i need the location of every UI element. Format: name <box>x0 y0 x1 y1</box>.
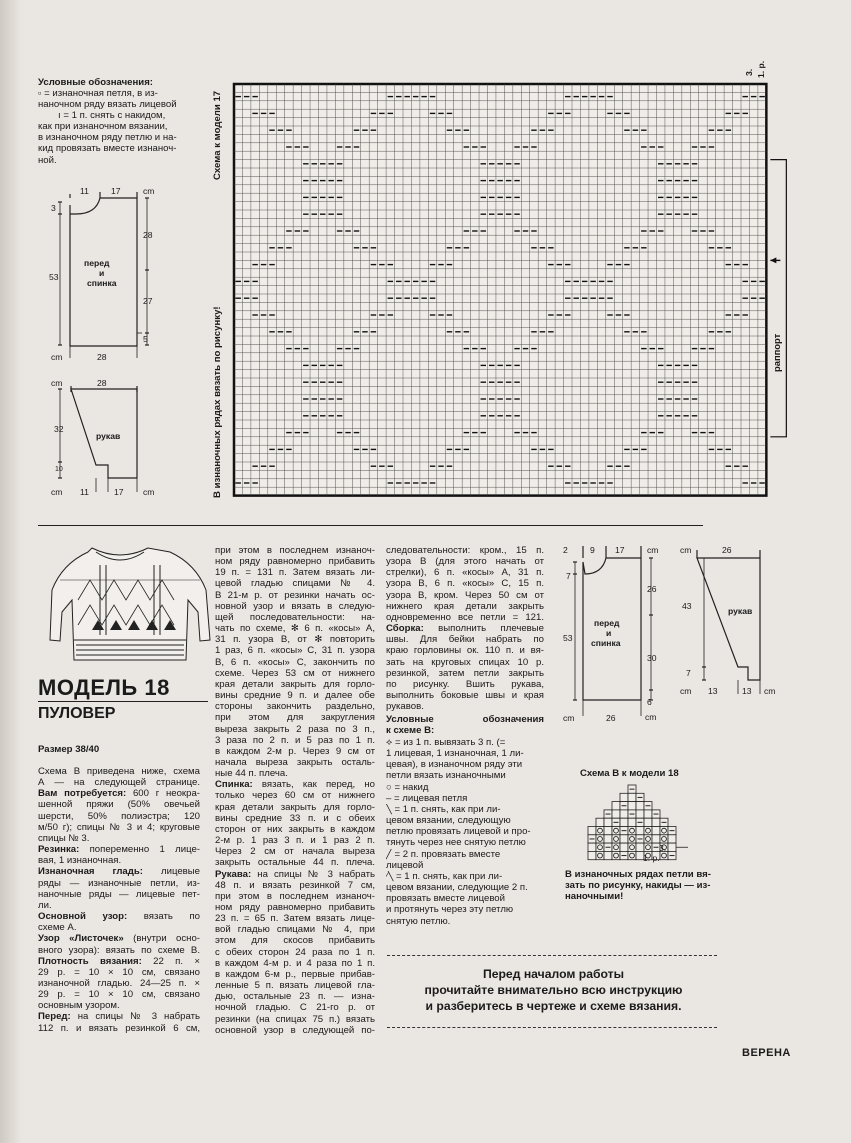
chart17-rapport: раппорт <box>771 333 782 372</box>
sleeve-label: рукав <box>96 431 121 441</box>
text-line: узора В, кром. Через 50 см от <box>386 589 544 601</box>
legend-title: Условные обозначения: <box>38 77 153 88</box>
text-line: только через 60 см от нижнего <box>215 790 375 802</box>
text-line: нижнего края детали закрыть <box>386 600 544 612</box>
text-line: 112 п. и вязать резинкой 6 см, <box>38 1022 200 1034</box>
chartB-cell <box>596 818 604 826</box>
dim18-right-unit: cm <box>645 712 657 722</box>
notice-top-rule <box>387 955 717 956</box>
text-line: Спинка: вязать, как перед, но <box>215 779 375 791</box>
chartB-note-line: В изнаночных рядах петли вя- <box>565 869 711 880</box>
text-line: цевой гладью спицами № 4. <box>215 578 375 590</box>
chartB-cell <box>620 810 628 818</box>
chart17-side-note: В изнаночных рядах вязать по рисунку! <box>212 306 223 498</box>
chartB-cell <box>652 827 660 835</box>
text-line: А — на следующей странице. <box>38 777 200 789</box>
legend-item: ╱ = 2 п. провязать вместе <box>386 848 501 860</box>
text-line: при этом для закругления <box>215 712 375 724</box>
text-line: по рисунку. Вшить рукава, <box>386 678 544 690</box>
text-line: вины средние 33 п. и с обеих <box>215 812 375 824</box>
text-line: чать по схеме, ✻ 6 п. «косы» А, <box>215 623 375 635</box>
text-line: сторон от них закрыть в каждом <box>215 823 375 835</box>
chartB-cell <box>604 818 612 826</box>
chartB-cell <box>620 843 628 851</box>
dim-bottom-unit: cm <box>51 352 63 362</box>
text-line: 23 п. = 65 п. Затем вязать лице- <box>215 913 375 925</box>
dim18-sleeve-rib: 7 <box>686 668 691 678</box>
text-line: вного узора): вязать по схеме В. <box>38 944 200 956</box>
legend-line: ı = 1 п. снять с накидом, <box>58 110 166 122</box>
dim18-top-unit: cm <box>647 545 659 555</box>
legend-line: ▫ = изнаночная петля, в из- <box>38 88 158 99</box>
text-line: дью, остальные 23 п. — изна- <box>215 991 375 1003</box>
legend-line: как при изнаночном вязании, <box>38 121 168 133</box>
legend-item: и протянуть через эту петлю <box>386 904 514 916</box>
text-line: 3 раза по 2 п. и 5 раз по 1 п. <box>215 734 375 746</box>
dim18-bottom-unit: cm <box>563 713 575 723</box>
text-line: м/50 г); спицы № 3 и 4; круговые <box>38 821 200 833</box>
text-line: зать на круговых спицах 10 р. <box>386 656 544 668</box>
dim18-bottom-width: 26 <box>606 713 616 723</box>
text-line: Резинка: попеременно 1 лице- <box>38 844 200 856</box>
model-subtitle: ПУЛОВЕР <box>38 705 116 722</box>
chartB-cell <box>628 793 636 801</box>
chart17-row1: 1. р. <box>756 60 766 78</box>
dim-right-rib: 5 <box>143 334 148 344</box>
text-line: Перед: на спицы № 3 набрать <box>38 1011 200 1023</box>
dim18-sleeve-length: 43 <box>682 601 692 611</box>
dim-right-lower: 27 <box>143 296 153 306</box>
dim18-sleeve-top-width: 26 <box>722 545 732 555</box>
dim18-right-lower: 30 <box>647 653 657 663</box>
text-line: краю горловины ок. 110 п. и вя- <box>386 645 544 657</box>
chartB-cell <box>644 818 652 826</box>
text-line: Основной узор: вязать по <box>38 911 200 923</box>
text-line: ном ряду равномерно прибавить <box>215 556 375 568</box>
notice-line: и разберитесь в чертеже и схеме вязания. <box>425 999 682 1013</box>
chartB-cell <box>668 835 676 843</box>
text-line: закрыть остальные 44 п. плеча. <box>215 857 375 869</box>
chartB-cell <box>636 810 644 818</box>
text-line: шерсти, 50% полиэстра; 120 <box>38 810 200 822</box>
chartB-cell <box>604 851 612 859</box>
text-line: этом для скосов прибавить <box>215 935 375 947</box>
dim18-sleeve-bottom-b: 13 <box>742 686 752 696</box>
text-line: Изнаночная гладь: лицевые <box>38 866 200 878</box>
text-line: основной узор в следующей по- <box>215 1024 375 1036</box>
notice-bottom-rule <box>387 1027 717 1028</box>
front18-label: перед <box>594 618 620 628</box>
chartB-cell <box>588 851 596 859</box>
text-line: резинкой, затем петли закрыть <box>386 667 544 679</box>
legend-line: наночном ряду вязать лицевой <box>38 99 177 111</box>
text-line: выполнить боковые швы и края <box>386 690 544 702</box>
chartB-note-line: зать по рисунку, накиды — из- <box>565 880 711 892</box>
dim-sleeve-bottom-unit: cm <box>51 487 63 497</box>
dim18-sleeve-bottom-unit: cm <box>680 686 692 696</box>
notice-line: Перед началом работы <box>482 967 625 981</box>
text-line: спицы № 3. <box>38 832 90 844</box>
text-line: 29 р. = 10 × 10 см, связано <box>38 966 200 978</box>
legend-item: ╲ = 1 п. снять, как при ли- <box>386 803 501 815</box>
text-line: швы. Для бейки набрать по <box>386 634 544 646</box>
chartB-cell <box>636 827 644 835</box>
dim18-sleeve-bottom-unit2: cm <box>764 686 776 696</box>
dim-left-total: 53 <box>49 272 59 282</box>
text-line: при этом в последнем изнаноч- <box>215 545 375 556</box>
chartB-title: Схема В к модели 18 <box>580 768 679 779</box>
dim-sleeve-bottom-b: 17 <box>114 487 124 497</box>
notice-block <box>387 966 720 1014</box>
text-line: В 21-м р. от резинки начать ос- <box>215 589 375 601</box>
legend-item: снятую петлю. <box>386 915 451 927</box>
legend-item: лицевой <box>386 859 424 871</box>
text-line: вая, 1 изнаночная. <box>38 855 122 867</box>
text-line: 1 раз, 6 п. «косы» С, 31 п. узора <box>215 645 375 657</box>
chartB-cell <box>612 802 620 810</box>
text-line: ные 44 п. плеча. <box>215 768 288 780</box>
chartB-cell <box>604 835 612 843</box>
legend-item: ⁄╲ = 1 п. снять, как при ли- <box>386 870 503 882</box>
legendB-title-line1: Условные обозначения <box>386 714 544 725</box>
back-label: спинка <box>87 278 117 288</box>
text-line: рукавов. <box>386 701 424 713</box>
chartB-cell <box>652 835 660 843</box>
text-line: основным узором. <box>38 1000 120 1012</box>
text-line: следовательности: кром., 15 п. <box>386 545 544 556</box>
text-line: наночные ряды — лицевые пет- <box>38 888 200 900</box>
chart17-title: Схема к модели 17 <box>212 90 223 180</box>
dim18-sleeve-top-unit: cm <box>680 545 692 555</box>
text-line: вой гладью спицами № 4, при <box>215 924 375 936</box>
chartB-cell <box>668 843 676 851</box>
dim-sleeve-length: 32 <box>54 424 64 434</box>
legend-item: – = лицевая петля <box>386 792 468 804</box>
text-line: Вам потребуется: 600 г неокра- <box>38 788 200 800</box>
dim18-right-rib: 6 <box>647 697 652 707</box>
dim18-top-b: 9 <box>590 545 595 555</box>
legend-line: ной. <box>38 154 57 166</box>
chartB-cell <box>612 810 620 818</box>
text-line: ряды — изнаночные петли, из- <box>38 877 200 889</box>
text-line: щей последовательности: на- <box>215 611 375 623</box>
text-line: схеме. Через 53 см от нижнего <box>215 667 375 679</box>
text-line: 31 п. узора В, от ✻ повторить <box>215 634 375 646</box>
text-line: Через 2 см от начала выреза <box>215 846 375 858</box>
chartB-cell <box>588 827 596 835</box>
legend-item: цевом вязании, следующие 2 п. <box>386 882 528 894</box>
dim18-top-a: 2 <box>563 545 568 555</box>
chartB-cell <box>628 802 636 810</box>
legend-item: 1 лицевая, 1 изнаночная, 1 ли- <box>386 748 524 760</box>
legend-item: петлю провязать лицевой и про- <box>386 826 531 838</box>
dim18-sleeve-bottom-a: 13 <box>708 686 718 696</box>
dim-sleeve-bottom-a: 11 <box>80 487 89 497</box>
chartB-note <box>565 869 725 902</box>
sleeve18-label: рукав <box>728 606 753 616</box>
dim-sleeve-rib: 10 <box>55 466 63 473</box>
text-line: стороны закончить раздельно, <box>215 701 375 713</box>
text-line: Узор «Листочек» (внутри осно- <box>38 933 200 945</box>
chartB-cell <box>628 818 636 826</box>
legend-line: в изнаночном ряду петлю и на- <box>38 132 177 144</box>
text-line: ном ряду равномерно прибавить <box>215 902 375 913</box>
chartB-row1: 1. р. <box>643 853 660 863</box>
chartB-note-line: наночными! <box>565 891 624 903</box>
footer-brand: ВЕРЕНА <box>742 1047 791 1059</box>
text-line: 2-м р. 1 раз 3 п. и 1 раз 2 п. <box>215 835 375 847</box>
legend-item: ⟡ = из 1 п. вывязать 3 п. (= <box>386 737 506 748</box>
chartB-cell <box>636 843 644 851</box>
chartB-cell <box>620 818 628 826</box>
text-line: резинки (на спицах 75 п.) вязать <box>215 1013 375 1025</box>
text-line: выреза закрыть 2 раза по 3 п., <box>215 723 375 735</box>
dim-top-shoulder: 17 <box>111 186 121 196</box>
text-line: 29 р. = 10 × 10 см, связано <box>38 989 200 1001</box>
text-line: 48 п. и вязать резинкой 7 см, <box>215 879 375 891</box>
text-line: вины средние 9 п. и далее обе <box>215 690 375 702</box>
legend-item: петли вязать изнаночными <box>386 770 506 782</box>
model-title: МОДЕЛЬ 18 <box>38 675 170 700</box>
dim-bottom-width: 28 <box>97 352 107 362</box>
chartB-cell <box>620 835 628 843</box>
legendB-title-line2: к схеме В: <box>386 725 435 737</box>
front18-label-and: и <box>606 628 612 638</box>
chartB-row3: 3. <box>659 843 667 853</box>
dim-top-neck: 11 <box>80 186 89 196</box>
chartB-cell <box>604 827 612 835</box>
text-line: в каждом 2-м р. Через 9 см от <box>215 745 375 757</box>
text-line: ли. <box>38 899 52 911</box>
chartB-cell <box>636 802 644 810</box>
text-line: края детали закрыть для горло- <box>215 801 375 813</box>
text-line: стрелки), 6 п. «косы» А, 31 п. <box>386 567 544 579</box>
chart17-row3: 3. <box>744 68 754 76</box>
front-label-and: и <box>99 268 105 278</box>
text-line: ленные 5 п. вязать лицевой гла- <box>215 980 375 992</box>
dim-sleeve-top-width: 28 <box>97 378 107 388</box>
text-line: схеме А. <box>38 922 77 934</box>
legend-item: провязать вместе лицевой <box>386 893 505 905</box>
legend-item: цевая), в изнаночном ряду эти <box>386 759 523 771</box>
chartB-cell <box>652 818 660 826</box>
text-line: новной узор и вязать в следую- <box>215 600 375 612</box>
text-line: края детали закрыть для горло- <box>215 678 375 690</box>
legend-item: цевом вязании, следующую <box>386 815 511 827</box>
legend-item: тянуть через нее снятую петлю <box>386 837 526 849</box>
chartB-cell <box>620 793 628 801</box>
legend-line: кид провязать вместе изнаноч- <box>38 143 177 155</box>
chartB-cell <box>644 810 652 818</box>
text-line: узора В (для этого начать от <box>386 556 544 568</box>
text-line: в каждом 4-м р. и 4 раза по 1 п. <box>215 957 375 969</box>
text-line: Сборка: выполнить плечевые <box>386 623 544 635</box>
text-line: в каждом 6-м р., первые прибав- <box>215 968 375 980</box>
dim-sleeve-bottom-unit2: cm <box>143 487 155 497</box>
dim18-right-upper: 26 <box>647 584 657 594</box>
dim-top-unit: cm <box>143 186 155 196</box>
dim18-left-neck: 7 <box>566 571 571 581</box>
text-line: с обеих сторон 24 раза по 1 п. <box>215 946 375 958</box>
text-line: Плотность вязания: 22 п. × <box>38 955 200 967</box>
text-line: шенной пряжи (50% овечьей <box>38 799 200 811</box>
text-line: изнаночной гладью. 24—25 п. × <box>38 977 200 989</box>
front-label: перед <box>84 258 110 268</box>
text-line: узора В, 6 п. «косы» С, 15 п. <box>386 578 544 590</box>
text-line: В, 6 п. «косы» С, закончить по <box>215 656 375 668</box>
back18-label: спинка <box>591 638 621 648</box>
text-line: 19 п. = 131 п. Затем вязать ли- <box>215 567 375 579</box>
text-line: Рукава: на спицы № 3 набрать <box>215 868 375 880</box>
dim-left-neck: 3 <box>51 203 56 213</box>
model-size: Размер 38/40 <box>38 744 100 755</box>
legend-item: ○ = накид <box>386 781 429 793</box>
dim-sleeve-top-unit: cm <box>51 378 63 388</box>
text-line: Схема В приведена ниже, схема <box>38 766 200 777</box>
dim-right-upper: 28 <box>143 230 153 240</box>
text-line: ночной гладью. С 21-го р. от <box>215 1002 375 1014</box>
text-line: при этом в последнем изнаноч- <box>215 890 375 902</box>
text-line: одновременно все петли = 121. <box>386 611 544 623</box>
dim18-left-total: 53 <box>563 633 573 643</box>
chartB-cell <box>588 843 596 851</box>
notice-line: прочитайте внимательно всю инструкцию <box>424 983 683 997</box>
text-line: начала выреза закрыть осталь- <box>215 756 375 768</box>
dim18-top-c: 17 <box>615 545 625 555</box>
